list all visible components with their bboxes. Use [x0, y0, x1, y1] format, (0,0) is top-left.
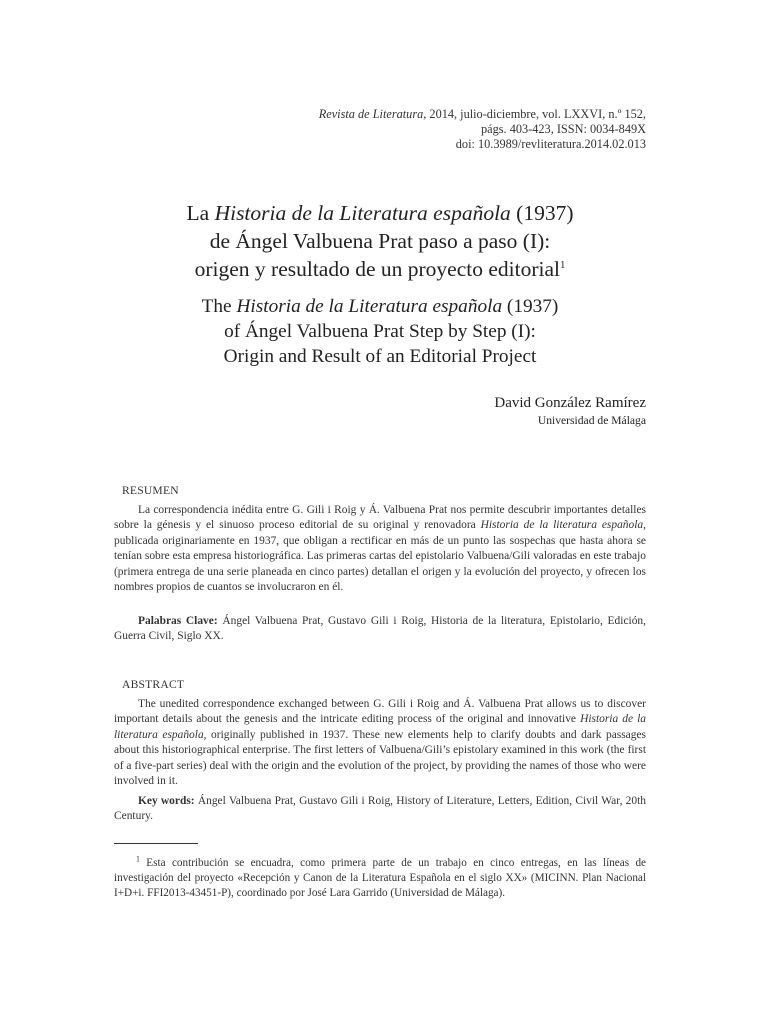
resumen-text-italic: Historia de la literatura española — [480, 519, 644, 532]
title-es-italic: Historia de la Literatura española — [214, 201, 511, 225]
title-en-italic: Historia de la Literatura española — [236, 296, 503, 317]
author-name: David González Ramírez — [494, 395, 646, 411]
title-english — [114, 294, 646, 369]
journal-pages-line: págs. 403-423, ISSN: 0034-849X — [481, 122, 646, 136]
footnote-mark: 1 — [136, 854, 140, 864]
title-en-year: (1937) — [502, 296, 559, 317]
abstract-keywords-list: Ángel Valbuena Prat, Gustavo Gili i Roig, History of Literature, Letters, Edition, Civil War, 20th Century. — [114, 795, 646, 823]
footnote-text — [114, 856, 646, 902]
resumen-text-pre: La correspondencia inédita entre G. Gili i Roig y Á. Valbuena Prat nos permite descubrir importantes detalles sobre la génesis y el sinuoso proceso editorial de su original y renovadora — [114, 504, 646, 532]
title-en-line-1 — [114, 294, 646, 319]
abstract-text-post: , originally published in 1937. These new elements help to clarify doubts and dark passages about this historiographical enterprise. The first letters of Valbuena/Gili’s epistolary examined in this work (the first of a five-part series) deal with the origin and the evolution of the project, by providing the names of those who were involved in it. — [114, 728, 646, 788]
abstract-body — [114, 697, 646, 789]
resumen-text — [114, 503, 646, 595]
footnote — [114, 856, 646, 902]
article-page — [114, 0, 646, 1024]
resumen-text-post: , publicada originariamente en 1937, que obligan a rectificar en más de un punto las sospechas que hasta ahora se tenían sobre esta empresa historiográfica. Las primeras cartas del epistolario Valbuena/Gili valoradas en este trabajo (primera entrega de una serie planeada en cinco partes) detallan el origen y la evolución del proyecto, y ofrecen los nombres propios de cuantos se involucraron en él. — [114, 519, 647, 594]
journal-citation-name: Revista de Literatura — [318, 107, 424, 121]
footnote-divider — [114, 843, 198, 844]
title-es-line-3 — [114, 255, 646, 283]
title-en-prefix: The — [201, 296, 237, 317]
footnote-body: Esta contribución se encuadra, como primera parte de un trabajo en cinco entregas, en las líneas de investigación del proyecto «Recepción y Canon de la Literatura Española en el siglo XX» (MICINN. Plan Nacional I+D+i. FFI2013-43451-P), coordinado por José Lara Garrido (Universidad de Málaga). — [114, 857, 646, 900]
resumen-keywords-label: Palabras Clave: — [138, 615, 218, 627]
resumen-keywords — [114, 614, 646, 645]
journal-doi-line: doi: 10.3989/revliteratura.2014.02.013 — [455, 137, 646, 151]
abstract-text-pre: The unedited correspondence exchanged between G. Gili i Roig and Á. Valbuena Prat allows us to discover important details about the genesis and the intricate editing process of the original and innovative — [114, 698, 646, 726]
title-en-line-3: Origin and Result of an Editorial Project — [223, 346, 537, 367]
journal-citation-line — [114, 107, 646, 122]
title-es-year: (1937) — [510, 201, 574, 225]
resumen-body — [114, 503, 646, 595]
author-block — [494, 394, 646, 428]
abstract-keywords-label: Key words: — [138, 795, 195, 807]
abstract-keywords — [114, 794, 646, 825]
title-es-prefix: La — [186, 201, 215, 225]
resumen-heading: RESUMEN — [122, 484, 179, 497]
author-affiliation: Universidad de Málaga — [537, 414, 646, 427]
abstract-text — [114, 697, 646, 789]
abstract-text-italic: Historia de la literatura española — [114, 713, 646, 741]
abstract-heading: ABSTRACT — [122, 678, 185, 691]
title-es-line-1 — [114, 199, 646, 227]
abstract-keywords-text — [114, 794, 646, 825]
title-spanish — [114, 199, 646, 283]
journal-citation-rest: , 2014, julio-diciembre, vol. LXXVI, n.º 152, — [423, 107, 646, 121]
title-es-line-3-text: origen y resultado de un proyecto editorial — [194, 257, 560, 281]
journal-header — [114, 107, 646, 152]
title-footnote-mark[interactable]: 1 — [560, 258, 566, 271]
resumen-keywords-text — [114, 614, 646, 645]
resumen-keywords-list: Ángel Valbuena Prat, Gustavo Gili i Roig, Historia de la literatura, Epistolario, Edición, Guerra Civil, Siglo XX. — [114, 615, 646, 643]
title-es-line-2: de Ángel Valbuena Prat paso a paso (I): — [209, 229, 551, 253]
title-en-line-2: of Ángel Valbuena Prat Step by Step (I): — [224, 321, 536, 342]
